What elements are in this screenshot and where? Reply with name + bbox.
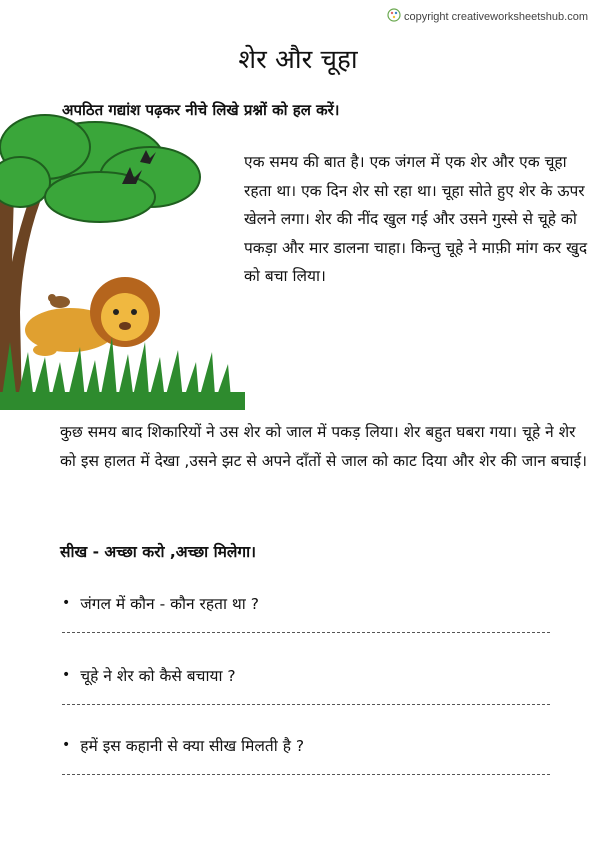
passage-paragraph-2: कुछ समय बाद शिकारियों ने उस शेर को जाल में पकड़ लिया। शेर बहुत घबरा गया। चूहे ने शेर को इस हालत में देखा ,उसने झट से अपने दाँतों से जाल को काट दिया और शेर की जान बचाई। bbox=[60, 423, 587, 470]
mouse-icon bbox=[48, 294, 70, 308]
passage-paragraph-1: एक समय की बात है। एक जंगल में एक शेर और एक चूहा रहता था। एक दिन शेर सो रहा था। चूहा सोते हुए शेर के ऊपर खेलने लगा। शेर की नींद खुल गई और उसने गुस्से से चूहे को पकड़ा और मार डालना चाहा। किन्तु चूहे ने माफ़ी मांग कर खुद को बचा लिया। bbox=[244, 153, 588, 285]
bullet-icon: • bbox=[62, 737, 71, 753]
palette-leaf-icon bbox=[387, 8, 401, 25]
lion-mouse-illustration bbox=[0, 112, 245, 410]
moral-text: सीख - अच्छा करो ,अच्छा मिलेगा। bbox=[60, 543, 256, 561]
tree-canopy bbox=[0, 115, 200, 222]
question-text: हमें इस कहानी से क्या सीख मिलती है ? bbox=[80, 737, 305, 755]
question-text: जंगल में कौन - कौन रहता था ? bbox=[80, 595, 259, 613]
bullet-icon: • bbox=[62, 667, 71, 683]
question-item bbox=[62, 592, 259, 614]
lion-icon bbox=[25, 277, 160, 356]
instruction-text: अपठित गद्यांश पढ़कर नीचे लिखे प्रश्नों को हल करें। bbox=[62, 101, 340, 119]
bullet-icon: • bbox=[62, 595, 71, 611]
answer-line[interactable] bbox=[62, 632, 550, 633]
answer-line[interactable] bbox=[62, 774, 550, 775]
copyright-text: copyright creativeworksheetshub.com bbox=[403, 10, 588, 23]
question-item bbox=[62, 734, 304, 756]
question-item bbox=[62, 664, 236, 686]
question-text: चूहे ने शेर को कैसे बचाया ? bbox=[80, 667, 236, 685]
page-title: शेर और चूहा bbox=[238, 45, 358, 75]
answer-line[interactable] bbox=[62, 704, 550, 705]
copyright-notice bbox=[387, 8, 588, 25]
